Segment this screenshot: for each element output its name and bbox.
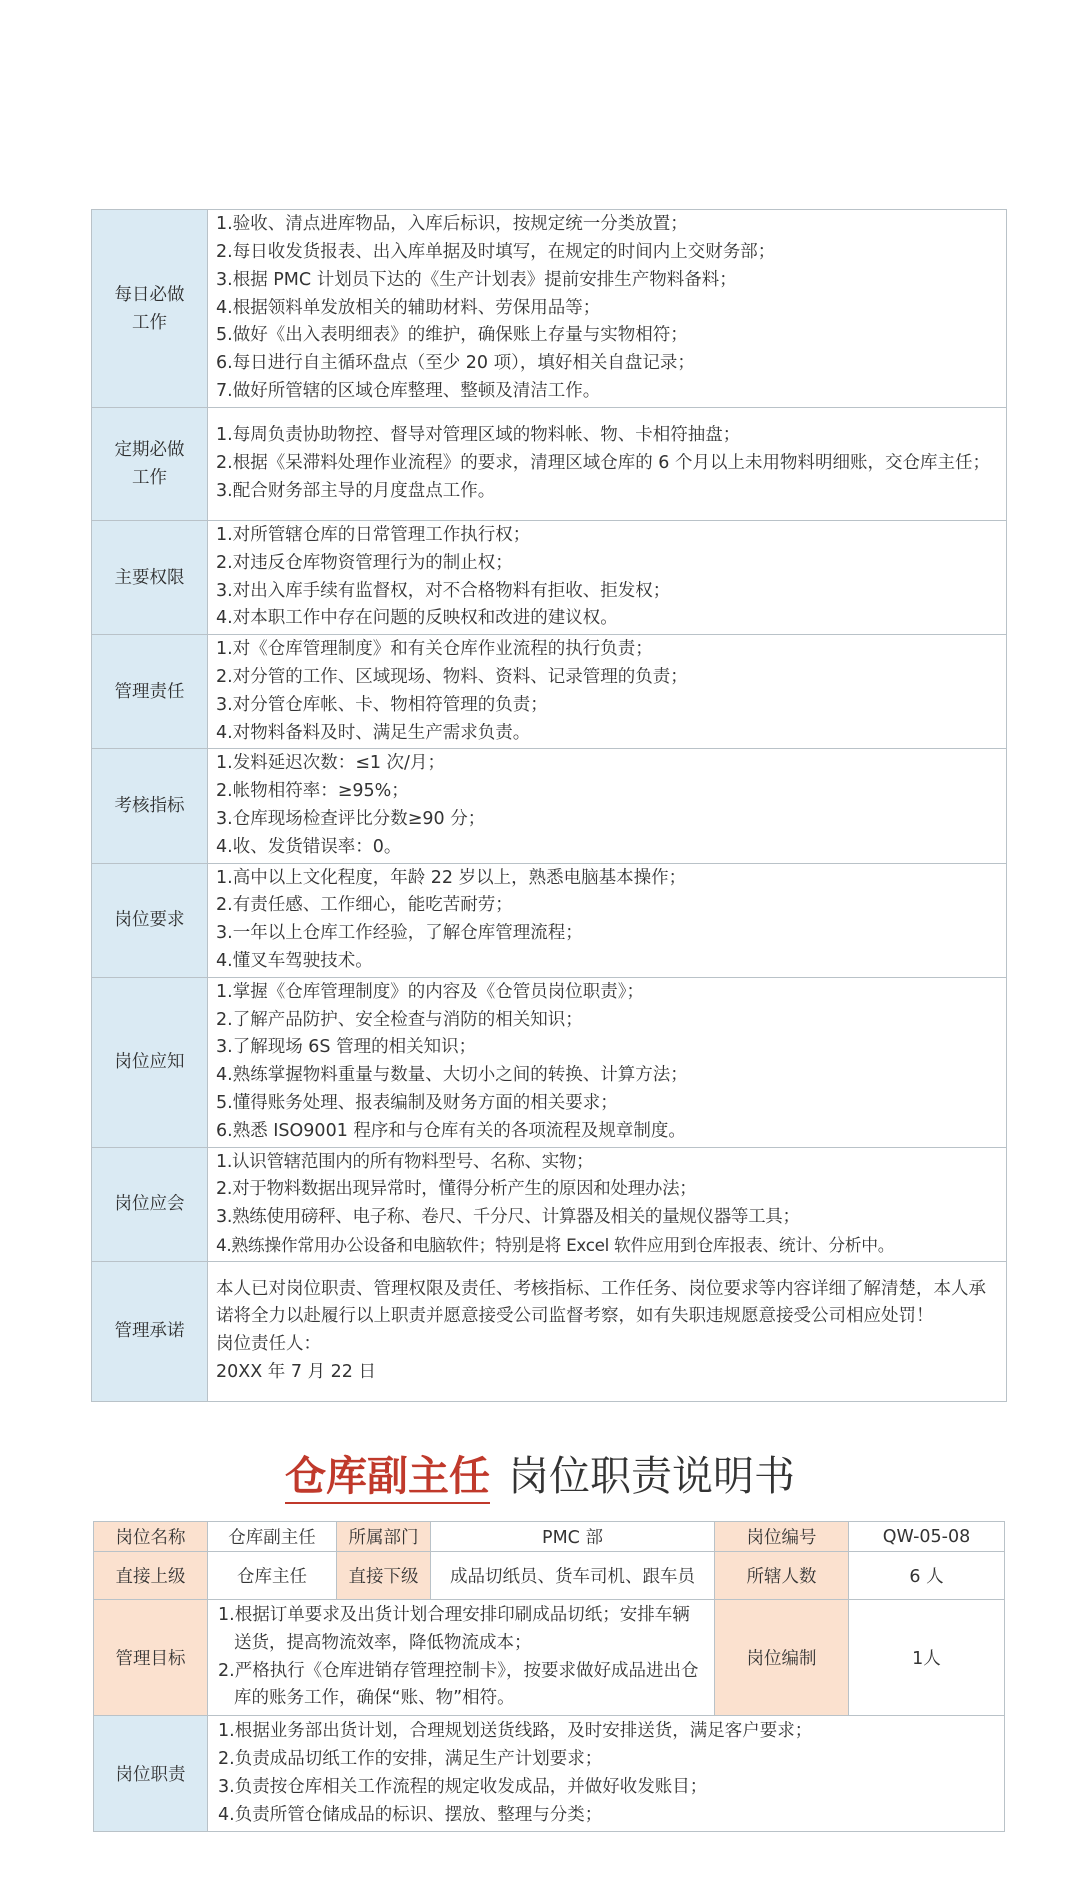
row-content [208,749,1007,863]
list-item: 2.每日收发货报表、出入库单据及时填写，在规定的时间内上交财务部； [216,242,776,262]
list-item: 2.严格执行《仓库进销存管理控制卡》，按要求做好成品进出仓库的账务工作，确保“账、物”相符。 [218,1660,699,1709]
list-item: 4.对本职工作中存在问题的反映权和改进的建议权。 [216,608,618,629]
duty-label: 岗位职责 [94,1716,208,1832]
row-content [208,521,1007,635]
post-code-value: QW-05-08 [849,1522,1005,1552]
title-rest: 岗位职责说明书 [508,1452,795,1500]
list-item: 1.验收、清点进库物品，入库后标识，按规定统一分类放置； [216,214,688,235]
commitment-row [92,1261,1007,1401]
list-item: 2.了解产品防护、安全检查与消防的相关知识； [216,1009,583,1030]
signer-label: 岗位责任人： [216,1334,321,1355]
list-item: 4.熟练掌握物料重量与数量、大切小之间的转换、计算方法； [216,1065,688,1086]
table-row [94,1522,1005,1552]
subordinate-value: 成品切纸员、货车司机、跟车员 [431,1552,715,1600]
list-item: 1.每周负责协助物控、督导对管理区域的物料帐、物、卡相符抽盘； [216,425,741,446]
row-content [208,408,1007,521]
goal-label: 管理目标 [94,1600,208,1716]
table-row [92,863,1007,977]
commitment-text: 本人已对岗位职责、管理权限及责任、考核指标、工作任务、岗位要求等内容详细了解清楚，本人承诺将全力以赴履行以上职责并愿意接受公司监督考察，如有失职违规愿意接受公司相应处罚！ [216,1278,986,1327]
list-item: 7.做好所管辖的区域仓库整理、整顿及清洁工作。 [216,380,601,401]
dept-value: PMC 部 [431,1522,715,1552]
post-name-value: 仓库副主任 [208,1522,337,1552]
list-item: 6.每日进行自主循环盘点（至少 20 项），填好相关自盘记录； [216,353,695,374]
list-item: 3.配合财务部主导的月度盘点工作。 [216,480,496,501]
row-label-text: 每日必做工作 [114,284,185,333]
list-item: 3.对出入库手续有监督权，对不合格物料有拒收、拒发权； [216,580,671,601]
list-item: 4.收、发货错误率：0。 [216,836,402,857]
staff-count-label: 所辖人数 [715,1552,849,1600]
list-item: 3.对分管仓库帐、卡、物相符管理的负责； [216,694,548,715]
list-item: 4.根据领料单发放相关的辅助材料、劳保用品等； [216,297,601,318]
list-item: 1.根据业务部出货计划，合理规划送货线路，及时安排送货，满足客户要求； [218,1721,813,1742]
goal-content [208,1600,715,1716]
page-title [0,1448,1080,1504]
row-label: 考核指标 [92,749,208,863]
list-item: 5.懂得账务处理、报表编制及财务方面的相关要求； [216,1092,618,1113]
sign-date: 20XX 年 7 月 22 日 [216,1362,376,1383]
list-item: 6.熟悉 ISO9001 程序和与仓库有关的各项流程及规章制度。 [216,1120,686,1141]
superior-label: 直接上级 [94,1552,208,1600]
job-info-table [93,1521,1005,1832]
row-label: 主要权限 [92,521,208,635]
list-item: 1.认识管辖范围内的所有物料型号、名称、实物； [216,1151,594,1172]
list-item: 2.根据《呆滞料处理作业流程》的要求，清理区域仓库的 6 个月以上未用物料明细账，交仓库主任； [216,453,990,474]
list-item: 2.对违反仓库物资管理行为的制止权； [216,552,513,573]
list-item: 3.一年以上仓库工作经验，了解仓库管理流程； [216,923,583,944]
list-item: 2.负责成品切纸工作的安排，满足生产计划要求； [218,1748,603,1769]
list-item: 1.高中以上文化程度，年龄 22 岁以上，熟悉电脑基本操作； [216,867,687,888]
commitment-content [208,1261,1007,1401]
row-label [92,408,208,521]
row-content [208,635,1007,749]
table-row [94,1552,1005,1600]
row-content [208,210,1007,408]
row-label: 岗位要求 [92,863,208,977]
list-item: 3.了解现场 6S 管理的相关知识； [216,1037,477,1058]
table-row [92,977,1007,1147]
duties-table [91,209,1007,1402]
row-label [92,210,208,408]
commitment-label: 管理承诺 [92,1261,208,1401]
list-item: 3.根据 PMC 计划员下达的《生产计划表》提前安排生产物料备料； [216,269,737,290]
list-item: 1.对《仓库管理制度》和有关仓库作业流程的执行负责； [216,639,653,660]
list-item: 5.做好《出入表明细表》的维护，确保账上存量与实物相符； [216,325,688,346]
subordinate-label: 直接下级 [337,1552,431,1600]
superior-value: 仓库主任 [208,1552,337,1600]
list-item: 4.负责所管仓储成品的标识、摆放、整理与分类； [218,1804,603,1825]
list-item: 2.对于物料数据出现异常时，懂得分析产生的原因和处理办法； [216,1179,697,1200]
list-item: 1.对所管辖仓库的日常管理工作执行权； [216,525,531,545]
staff-count-value: 6 人 [849,1552,1005,1600]
table-row [94,1716,1005,1832]
table-row [92,210,1007,408]
list-item: 3.负责按仓库相关工作流程的规定收发成品，并做好收发账目； [218,1776,708,1797]
table-row [92,749,1007,863]
row-label: 岗位应会 [92,1147,208,1261]
row-content [208,977,1007,1147]
row-content [208,863,1007,977]
list-item: 2.对分管的工作、区域现场、物料、资料、记录管理的负责； [216,666,688,687]
row-label-text: 定期必做工作 [114,440,185,488]
list-item: 4.熟练操作常用办公设备和电脑软件；特别是将 Excel 软件应用到仓库报表、统计、分析中。 [216,1234,895,1255]
list-item: 1.掌握《仓库管理制度》的内容及《仓管员岗位职责》； [216,981,644,1002]
table-row [94,1600,1005,1716]
duty-content [208,1716,1005,1832]
row-content [208,1147,1007,1261]
post-name-label: 岗位名称 [94,1522,208,1552]
dept-label: 所属部门 [337,1522,431,1552]
list-item: 2.帐物相符率：≥95%； [216,781,409,802]
title-highlight: 仓库副主任 [285,1452,490,1504]
list-item: 4.对物料备料及时、满足生产需求负责。 [216,722,531,743]
list-item: 4.懂叉车驾驶技术。 [216,950,373,971]
table-row [92,408,1007,521]
list-item: 3.仓库现场检查评比分数≥90 分； [216,808,486,829]
row-label: 岗位应知 [92,977,208,1147]
quota-value: 1人 [849,1600,1005,1716]
list-item: 2.有责任感、工作细心，能吃苦耐劳； [216,895,513,916]
table-row [92,1147,1007,1261]
list-item: 3.熟练使用磅秤、电子称、卷尺、千分尺、计算器及相关的量规仪器等工具； [216,1207,800,1228]
list-item: 1.根据订单要求及出货计划合理安排印刷成品切纸；安排车辆送货，提高物流效率，降低物流成本； [218,1605,690,1653]
post-code-label: 岗位编号 [715,1522,849,1552]
table-row [92,521,1007,635]
list-item: 1.发料延迟次数：≤1 次/月； [216,753,445,774]
table-row [92,635,1007,749]
quota-label: 岗位编制 [715,1600,849,1716]
row-label: 管理责任 [92,635,208,749]
